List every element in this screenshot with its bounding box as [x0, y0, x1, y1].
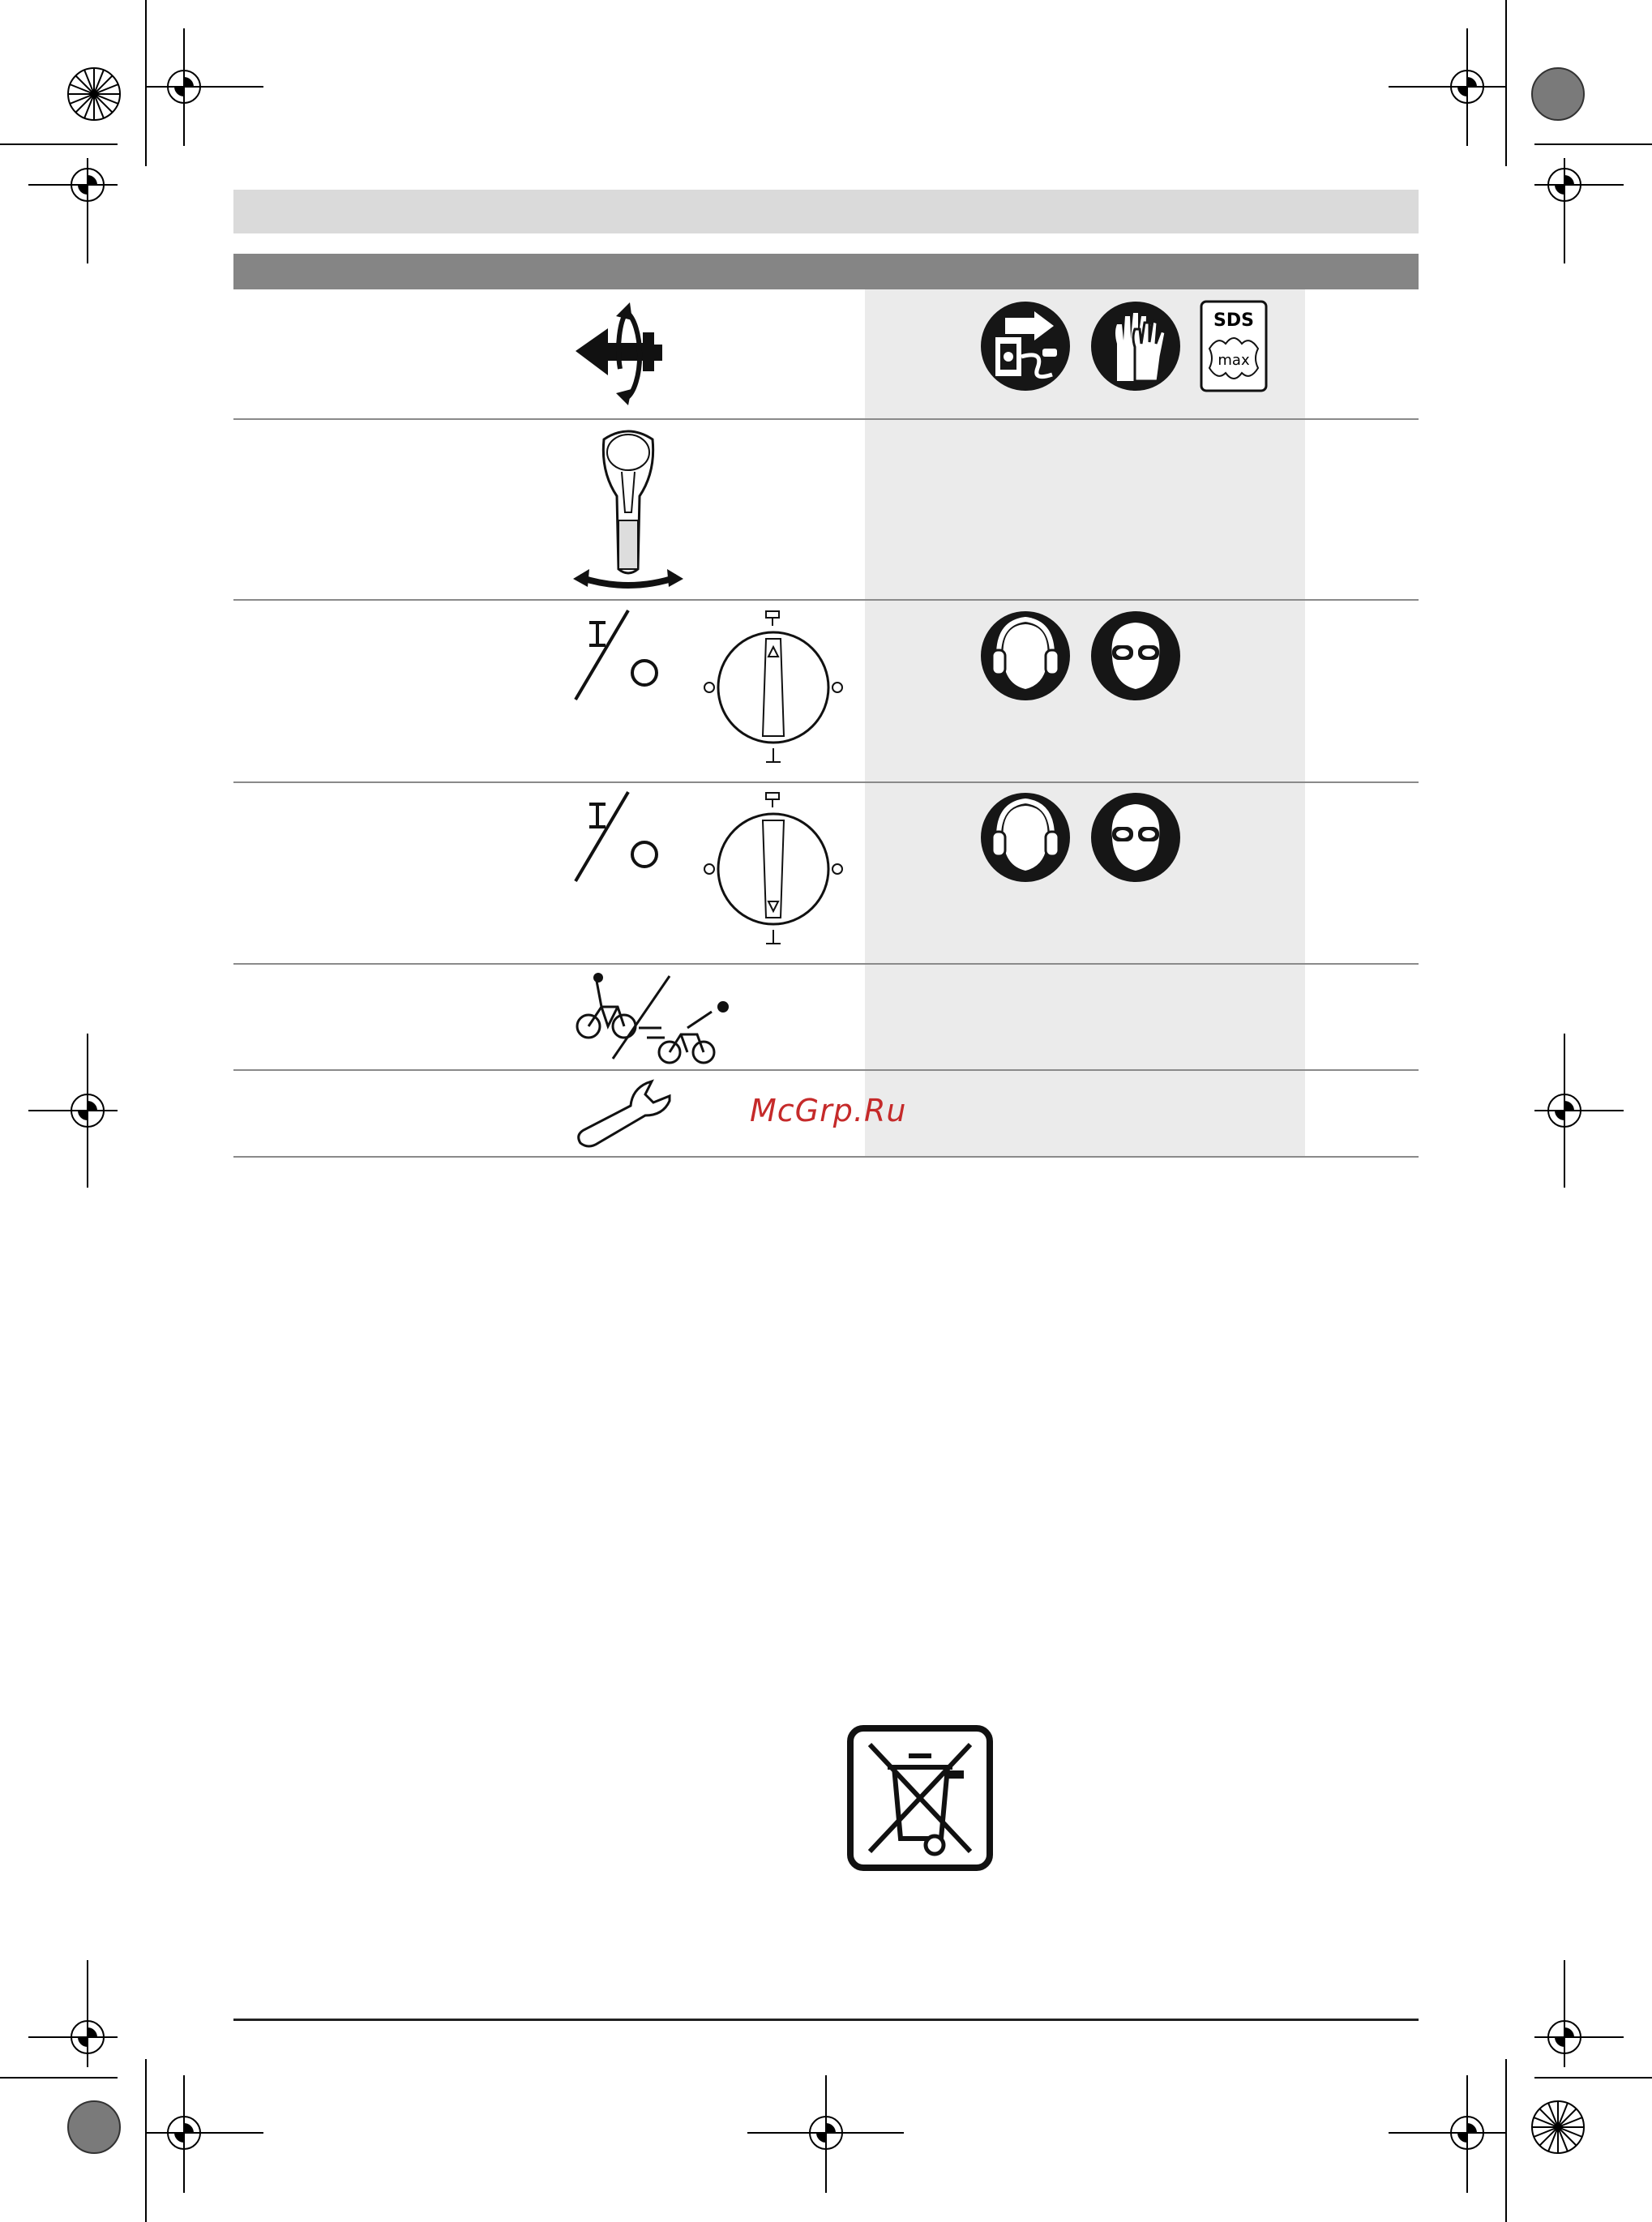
mode-selector-chisel-icon	[571, 788, 863, 954]
crossed-out-wheelie-bin-icon	[847, 1725, 993, 1871]
ear-protection-icon	[979, 791, 1072, 884]
ear-protection-icon	[979, 610, 1072, 702]
auxiliary-handle-icon	[571, 423, 685, 593]
row-divider	[233, 1156, 1419, 1158]
row-divider	[233, 418, 1419, 420]
table-title-bar	[233, 254, 1419, 289]
unplug-before-work-icon	[979, 300, 1072, 392]
footer-line	[233, 2019, 1419, 2021]
sds-label: SDS	[1213, 310, 1254, 331]
sds-max-icon	[1200, 300, 1268, 392]
eye-protection-icon	[1089, 791, 1182, 884]
row-divider	[233, 599, 1419, 601]
row-divider	[233, 963, 1419, 965]
mode-selector-hammer-icon	[571, 606, 863, 773]
eye-protection-icon	[1089, 610, 1182, 702]
row-divider	[233, 1069, 1419, 1071]
wear-gloves-icon	[1089, 300, 1182, 392]
watermark: McGrp.Ru	[750, 1093, 907, 1128]
header-bar	[233, 190, 1419, 233]
speed-slow-fast-icon	[574, 971, 744, 1065]
row-divider	[233, 781, 1419, 783]
max-label: max	[1218, 352, 1250, 369]
rotation-direction-icon	[571, 296, 685, 409]
wrench-icon	[574, 1078, 679, 1151]
